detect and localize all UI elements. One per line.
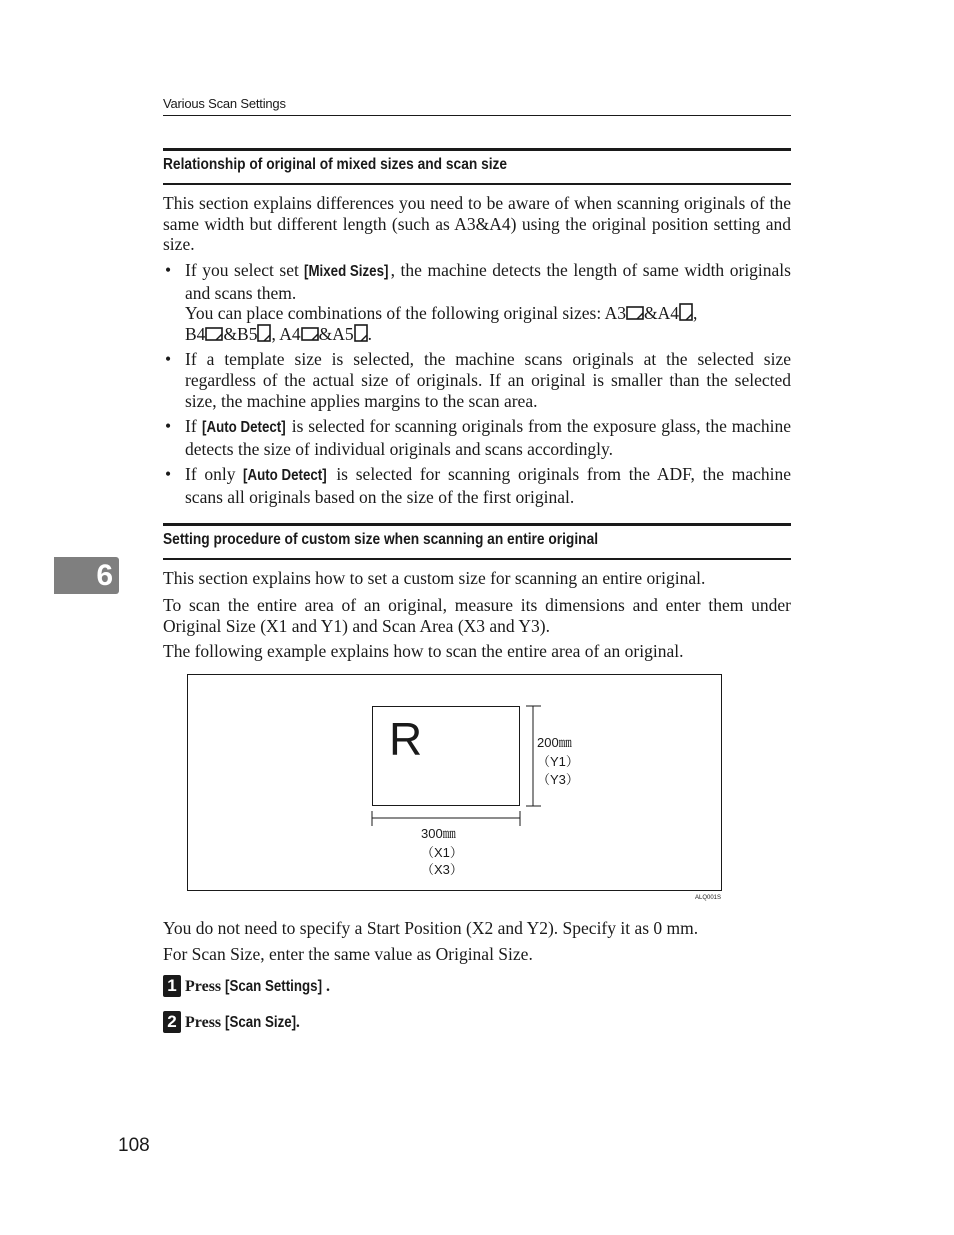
step-end: . <box>295 1014 300 1031</box>
section2-para-1: This section explains how to set a custom size for scanning an entire original. <box>163 568 706 588</box>
step-number: 1 <box>163 975 181 997</box>
size-b4: B4 <box>185 323 206 344</box>
bullet-text: If a template size is selected, the machine scans originals at the selected size regardless of the actual size of originals. If an original is smaller than the selected size, the machine applies margins to the scan area. <box>185 349 791 411</box>
step-text <box>185 1014 300 1032</box>
section2-para-2: To scan the entire area of an original, measure its dimensions and enter them under Original Size (X1 and Y1) and Scan Area (X3 and Y3). <box>163 595 791 636</box>
bullet-text: If <box>185 416 202 437</box>
bullet-text: If you select set <box>185 260 305 280</box>
width-value: 300㎜ <box>421 826 456 841</box>
start-position-note: You do not need to specify a Start Position (X2 and Y2). Specify it as 0 mm. <box>163 918 699 938</box>
bullet-text: is selected for scanning originals from the ADF, the machine scans all originals based on the size of the first original. <box>185 464 791 507</box>
original-letter: R <box>389 713 423 765</box>
height-label-y1: （Y1） <box>537 754 579 769</box>
auto-detect-key: [Auto Detect] <box>243 467 327 485</box>
figure-code: ALQ001S <box>695 895 722 901</box>
section2-title: Setting procedure of custom size when scanning an entire original <box>163 531 599 548</box>
bullet-dot: • <box>165 349 172 370</box>
height-label-y3: （Y3） <box>537 772 579 787</box>
bullet-dot: • <box>165 464 172 485</box>
scan-settings-key: [Scan Settings] <box>225 978 323 995</box>
separator: , <box>271 323 280 344</box>
bullet-text: , the machine detects the length of same width originals and scans them. <box>185 260 791 303</box>
chapter-tab: 6 <box>54 557 119 594</box>
width-label-x3: （X3） <box>421 862 463 877</box>
auto-detect-key: [Auto Detect] <box>201 419 286 437</box>
size-a4: A4 <box>279 323 301 344</box>
running-head: Various Scan Settings <box>163 96 286 111</box>
width-label-x1: （X1） <box>421 845 463 860</box>
separator: . <box>367 323 373 344</box>
mixed-sizes-key: [Mixed Sizes] <box>304 263 389 280</box>
step-verb: Press <box>185 978 226 995</box>
size-a3: A3 <box>604 303 626 324</box>
scan-size-note: For Scan Size, enter the same value as Original Size. <box>163 944 533 964</box>
separator: , <box>693 303 698 324</box>
bullet-text: If only <box>185 464 244 485</box>
size-a5: &A5 <box>318 323 354 344</box>
height-value: 200㎜ <box>537 735 572 750</box>
size-a4: &A4 <box>644 303 679 324</box>
step-verb: Press <box>185 1014 226 1031</box>
step-number: 2 <box>163 1011 181 1033</box>
bullet-dot: • <box>165 260 172 280</box>
scan-size-key: [Scan Size] <box>225 1014 297 1031</box>
section1-intro: This section explains differences you need to be aware of when scanning originals of the same width but different length (such as A3&A4) using the original position setting and size. <box>163 193 791 255</box>
bullet-text: You can place combinations of the following original sizes: <box>185 303 605 324</box>
step-text <box>185 978 330 996</box>
section1-title: Relationship of original of mixed sizes and scan size <box>163 156 508 173</box>
page-number: 108 <box>118 1135 150 1156</box>
step-end: . <box>325 978 330 995</box>
bullet-dot: • <box>165 416 172 437</box>
bullet-text: is selected for scanning originals from the exposure glass, the machine detects the size of individual originals and scans accordingly. <box>185 416 792 459</box>
size-b5: &B5 <box>223 323 258 344</box>
section2-para-3: The following example explains how to scan the entire area of an original. <box>163 641 684 661</box>
